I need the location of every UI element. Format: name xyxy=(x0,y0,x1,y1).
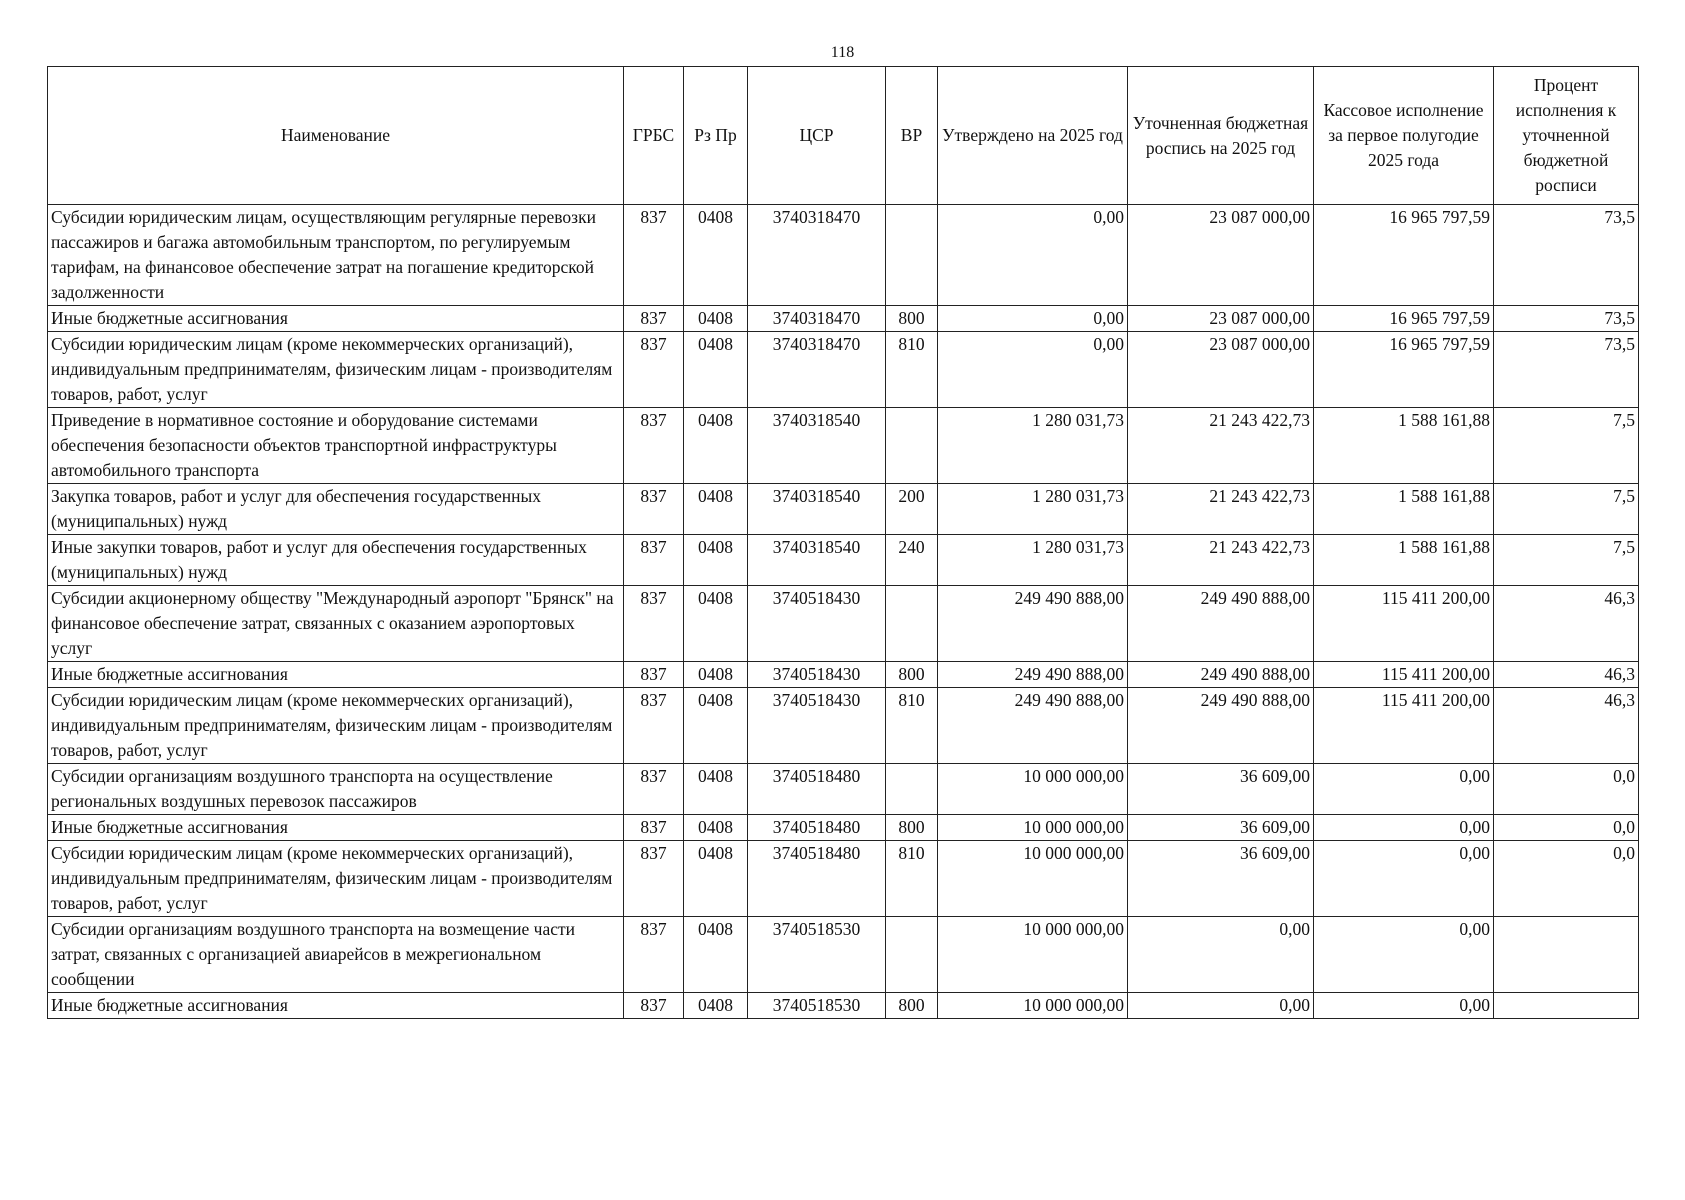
cell-refined: 36 609,00 xyxy=(1128,841,1314,917)
cell-csr: 3740318470 xyxy=(748,205,886,306)
cell-csr: 3740318470 xyxy=(748,332,886,408)
cell-csr: 3740518480 xyxy=(748,815,886,841)
cell-csr: 3740518430 xyxy=(748,586,886,662)
cell-grbs: 837 xyxy=(624,586,684,662)
cell-csr: 3740518430 xyxy=(748,662,886,688)
cell-grbs: 837 xyxy=(624,688,684,764)
cell-vr xyxy=(886,205,938,306)
table-row xyxy=(48,205,1639,306)
cell-percent: 73,5 xyxy=(1494,306,1639,332)
cell-refined: 36 609,00 xyxy=(1128,764,1314,815)
header-rzpr: Рз Пр xyxy=(684,67,748,205)
cell-approved: 1 280 031,73 xyxy=(938,484,1128,535)
cell-approved: 10 000 000,00 xyxy=(938,764,1128,815)
table-row xyxy=(48,993,1639,1019)
cell-grbs: 837 xyxy=(624,662,684,688)
table-row xyxy=(48,535,1639,586)
cell-refined: 21 243 422,73 xyxy=(1128,408,1314,484)
cell-vr xyxy=(886,764,938,815)
cell-approved: 0,00 xyxy=(938,205,1128,306)
cell-cash: 1 588 161,88 xyxy=(1314,535,1494,586)
cell-name: Иные бюджетные ассигнования xyxy=(48,815,624,841)
page-number: 118 xyxy=(830,44,855,61)
header-cash: Кассовое исполнение за первое полугодие 2025 года xyxy=(1314,67,1494,205)
cell-grbs: 837 xyxy=(624,205,684,306)
cell-rzpr: 0408 xyxy=(684,688,748,764)
cell-csr: 3740518430 xyxy=(748,688,886,764)
cell-approved: 0,00 xyxy=(938,306,1128,332)
cell-grbs: 837 xyxy=(624,841,684,917)
cell-csr: 3740518480 xyxy=(748,841,886,917)
cell-cash: 1 588 161,88 xyxy=(1314,484,1494,535)
cell-refined: 0,00 xyxy=(1128,993,1314,1019)
cell-vr: 800 xyxy=(886,993,938,1019)
cell-csr: 3740518530 xyxy=(748,917,886,993)
cell-name: Субсидии организациям воздушного транспорта на возмещение части затрат, связанных с организацией авиарейсов в межрегиональном сообщении xyxy=(48,917,624,993)
cell-csr: 3740318540 xyxy=(748,408,886,484)
table-row xyxy=(48,586,1639,662)
cell-approved: 10 000 000,00 xyxy=(938,993,1128,1019)
cell-refined: 23 087 000,00 xyxy=(1128,332,1314,408)
cell-cash: 16 965 797,59 xyxy=(1314,306,1494,332)
header-csr: ЦСР xyxy=(748,67,886,205)
cell-percent: 46,3 xyxy=(1494,688,1639,764)
cell-cash: 16 965 797,59 xyxy=(1314,332,1494,408)
cell-rzpr: 0408 xyxy=(684,205,748,306)
cell-refined: 249 490 888,00 xyxy=(1128,586,1314,662)
cell-vr: 800 xyxy=(886,815,938,841)
cell-csr: 3740518480 xyxy=(748,764,886,815)
cell-name: Иные бюджетные ассигнования xyxy=(48,306,624,332)
table-row xyxy=(48,408,1639,484)
cell-rzpr: 0408 xyxy=(684,841,748,917)
cell-refined: 23 087 000,00 xyxy=(1128,205,1314,306)
cell-percent: 0,0 xyxy=(1494,764,1639,815)
table-row xyxy=(48,484,1639,535)
cell-csr: 3740318540 xyxy=(748,484,886,535)
cell-cash: 16 965 797,59 xyxy=(1314,205,1494,306)
cell-name: Субсидии юридическим лицам, осуществляющим регулярные перевозки пассажиров и багажа автомобильным транспортом, по регулируемым тарифам, на финансовое обеспечение затрат на погашение кредиторской задолженности xyxy=(48,205,624,306)
cell-name: Субсидии акционерному обществу "Международный аэропорт "Брянск" на финансовое обеспечение затрат, связанных с оказанием аэропортовых услуг xyxy=(48,586,624,662)
cell-vr xyxy=(886,586,938,662)
cell-cash: 115 411 200,00 xyxy=(1314,586,1494,662)
cell-rzpr: 0408 xyxy=(684,535,748,586)
table-row xyxy=(48,841,1639,917)
header-approved: Утверждено на 2025 год xyxy=(938,67,1128,205)
cell-cash: 0,00 xyxy=(1314,917,1494,993)
cell-percent: 7,5 xyxy=(1494,484,1639,535)
cell-name: Субсидии юридическим лицам (кроме некоммерческих организаций), индивидуальным предпринимателям, физическим лицам - производителям товаров, работ, услуг xyxy=(48,841,624,917)
cell-cash: 115 411 200,00 xyxy=(1314,662,1494,688)
header-percent: Процент исполнения к уточненной бюджетной росписи xyxy=(1494,67,1639,205)
cell-percent: 46,3 xyxy=(1494,662,1639,688)
cell-percent: 0,0 xyxy=(1494,841,1639,917)
table-row xyxy=(48,332,1639,408)
cell-name: Закупка товаров, работ и услуг для обеспечения государственных (муниципальных) нужд xyxy=(48,484,624,535)
cell-refined: 0,00 xyxy=(1128,917,1314,993)
cell-percent: 73,5 xyxy=(1494,205,1639,306)
cell-percent: 73,5 xyxy=(1494,332,1639,408)
cell-rzpr: 0408 xyxy=(684,662,748,688)
cell-cash: 0,00 xyxy=(1314,815,1494,841)
cell-cash: 0,00 xyxy=(1314,841,1494,917)
cell-grbs: 837 xyxy=(624,993,684,1019)
cell-grbs: 837 xyxy=(624,306,684,332)
cell-percent xyxy=(1494,993,1639,1019)
cell-percent: 0,0 xyxy=(1494,815,1639,841)
cell-csr: 3740518530 xyxy=(748,993,886,1019)
table-row xyxy=(48,917,1639,993)
cell-refined: 249 490 888,00 xyxy=(1128,662,1314,688)
cell-rzpr: 0408 xyxy=(684,586,748,662)
cell-grbs: 837 xyxy=(624,408,684,484)
header-refined: Уточненная бюджетная роспись на 2025 год xyxy=(1128,67,1314,205)
cell-grbs: 837 xyxy=(624,917,684,993)
cell-approved: 1 280 031,73 xyxy=(938,535,1128,586)
table-row xyxy=(48,306,1639,332)
cell-name: Иные бюджетные ассигнования xyxy=(48,662,624,688)
cell-approved: 0,00 xyxy=(938,332,1128,408)
cell-refined: 21 243 422,73 xyxy=(1128,484,1314,535)
cell-approved: 10 000 000,00 xyxy=(938,841,1128,917)
cell-vr xyxy=(886,917,938,993)
cell-csr: 3740318540 xyxy=(748,535,886,586)
table-row xyxy=(48,662,1639,688)
cell-name: Приведение в нормативное состояние и оборудование системами обеспечения безопасности объектов транспортной инфраструктуры автомобильного транспорта xyxy=(48,408,624,484)
cell-rzpr: 0408 xyxy=(684,993,748,1019)
cell-percent: 7,5 xyxy=(1494,535,1639,586)
cell-vr: 810 xyxy=(886,332,938,408)
cell-vr: 810 xyxy=(886,841,938,917)
table-row xyxy=(48,764,1639,815)
cell-cash: 0,00 xyxy=(1314,764,1494,815)
cell-cash: 115 411 200,00 xyxy=(1314,688,1494,764)
cell-rzpr: 0408 xyxy=(684,917,748,993)
cell-rzpr: 0408 xyxy=(684,484,748,535)
cell-refined: 36 609,00 xyxy=(1128,815,1314,841)
header-vr: ВР xyxy=(886,67,938,205)
cell-approved: 10 000 000,00 xyxy=(938,917,1128,993)
cell-vr: 800 xyxy=(886,306,938,332)
cell-rzpr: 0408 xyxy=(684,408,748,484)
cell-cash: 0,00 xyxy=(1314,993,1494,1019)
cell-rzpr: 0408 xyxy=(684,332,748,408)
cell-grbs: 837 xyxy=(624,484,684,535)
cell-approved: 249 490 888,00 xyxy=(938,586,1128,662)
cell-csr: 3740318470 xyxy=(748,306,886,332)
cell-percent xyxy=(1494,917,1639,993)
cell-rzpr: 0408 xyxy=(684,306,748,332)
cell-vr: 200 xyxy=(886,484,938,535)
cell-grbs: 837 xyxy=(624,764,684,815)
cell-approved: 10 000 000,00 xyxy=(938,815,1128,841)
cell-rzpr: 0408 xyxy=(684,764,748,815)
cell-percent: 7,5 xyxy=(1494,408,1639,484)
cell-refined: 21 243 422,73 xyxy=(1128,535,1314,586)
table-body xyxy=(48,205,1639,1019)
cell-refined: 249 490 888,00 xyxy=(1128,688,1314,764)
cell-cash: 1 588 161,88 xyxy=(1314,408,1494,484)
cell-approved: 249 490 888,00 xyxy=(938,688,1128,764)
cell-percent: 46,3 xyxy=(1494,586,1639,662)
table-row xyxy=(48,688,1639,764)
budget-table xyxy=(47,66,1639,1019)
cell-name: Субсидии юридическим лицам (кроме некоммерческих организаций), индивидуальным предпринимателям, физическим лицам - производителям товаров, работ, услуг xyxy=(48,332,624,408)
cell-grbs: 837 xyxy=(624,815,684,841)
header-row xyxy=(48,67,1639,205)
cell-refined: 23 087 000,00 xyxy=(1128,306,1314,332)
header-name: Наименование xyxy=(48,67,624,205)
cell-name: Субсидии юридическим лицам (кроме некоммерческих организаций), индивидуальным предпринимателям, физическим лицам - производителям товаров, работ, услуг xyxy=(48,688,624,764)
cell-name: Субсидии организациям воздушного транспорта на осуществление региональных воздушных перевозок пассажиров xyxy=(48,764,624,815)
table-row xyxy=(48,815,1639,841)
cell-name: Иные бюджетные ассигнования xyxy=(48,993,624,1019)
cell-name: Иные закупки товаров, работ и услуг для обеспечения государственных (муниципальных) нужд xyxy=(48,535,624,586)
cell-rzpr: 0408 xyxy=(684,815,748,841)
cell-vr: 810 xyxy=(886,688,938,764)
cell-approved: 1 280 031,73 xyxy=(938,408,1128,484)
cell-grbs: 837 xyxy=(624,332,684,408)
cell-vr: 800 xyxy=(886,662,938,688)
cell-approved: 249 490 888,00 xyxy=(938,662,1128,688)
cell-grbs: 837 xyxy=(624,535,684,586)
header-grbs: ГРБС xyxy=(624,67,684,205)
cell-vr xyxy=(886,408,938,484)
cell-vr: 240 xyxy=(886,535,938,586)
